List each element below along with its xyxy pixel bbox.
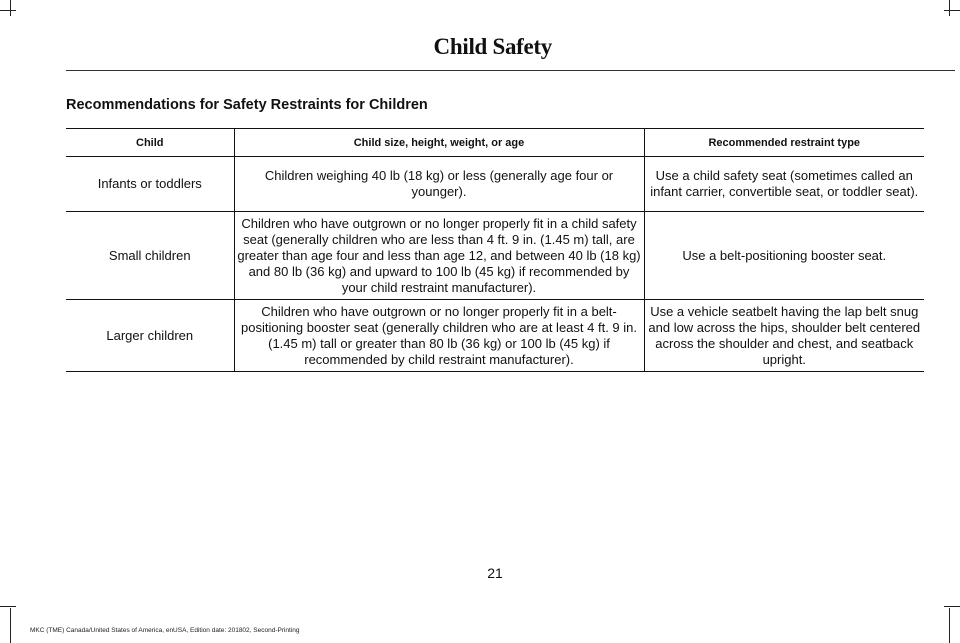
header-divider	[66, 70, 955, 71]
crop-mark	[944, 606, 960, 607]
column-header-restraint: Recommended restraint type	[644, 129, 924, 157]
cell-child: Larger children	[66, 300, 234, 372]
cell-restraint: Use a belt-positioning booster seat.	[644, 212, 924, 300]
cell-child: Small children	[66, 212, 234, 300]
table-row	[66, 212, 924, 300]
section-title: Child Safety	[433, 34, 552, 59]
cell-size: Children weighing 40 lb (18 kg) or less (generally age four or younger).	[234, 157, 644, 212]
table-heading: Recommendations for Safety Restraints for Children	[66, 97, 428, 113]
table-row	[66, 300, 924, 372]
cell-restraint: Use a child safety seat (sometimes called an infant carrier, convertible seat, or toddler seat).	[644, 157, 924, 212]
crop-mark	[0, 606, 16, 607]
crop-mark	[10, 0, 11, 16]
crop-mark	[949, 608, 950, 643]
table-header-row	[66, 129, 924, 157]
cell-size: Children who have outgrown or no longer properly fit in a child safety seat (generally children who are less than 4 ft. 9 in. (1.45 m) tall, are greater than age four and less than age 12, and between 40 lb (18 kg) and 80 lb (36 kg) and upward to 100 lb (45 kg) if recommended by your child restraint manufacturer).	[234, 212, 644, 300]
crop-mark	[0, 10, 16, 11]
column-header-child: Child	[66, 129, 234, 157]
cell-restraint: Use a vehicle seatbelt having the lap belt snug and low across the hips, shoulder belt centered across the shoulder and chest, and seatback upright.	[644, 300, 924, 372]
crop-mark	[949, 0, 950, 16]
crop-mark	[944, 10, 960, 11]
column-header-size: Child size, height, weight, or age	[234, 129, 644, 157]
restraint-recommendations-table	[66, 128, 924, 372]
cell-child: Infants or toddlers	[66, 157, 234, 212]
edition-note: MKC (TME) Canada/United States of America, enUSA, Edition date: 201802, Second-Printing	[30, 627, 300, 634]
table-row	[66, 157, 924, 212]
crop-mark	[10, 608, 11, 643]
page-number: 21	[487, 565, 503, 581]
cell-size: Children who have outgrown or no longer properly fit in a belt-positioning booster seat (generally children who are at least 4 ft. 9 in. (1.45 m) tall or greater than 80 lb (36 kg) or 100 lb (45 kg) if recommended by child restraint manufacturer).	[234, 300, 644, 372]
